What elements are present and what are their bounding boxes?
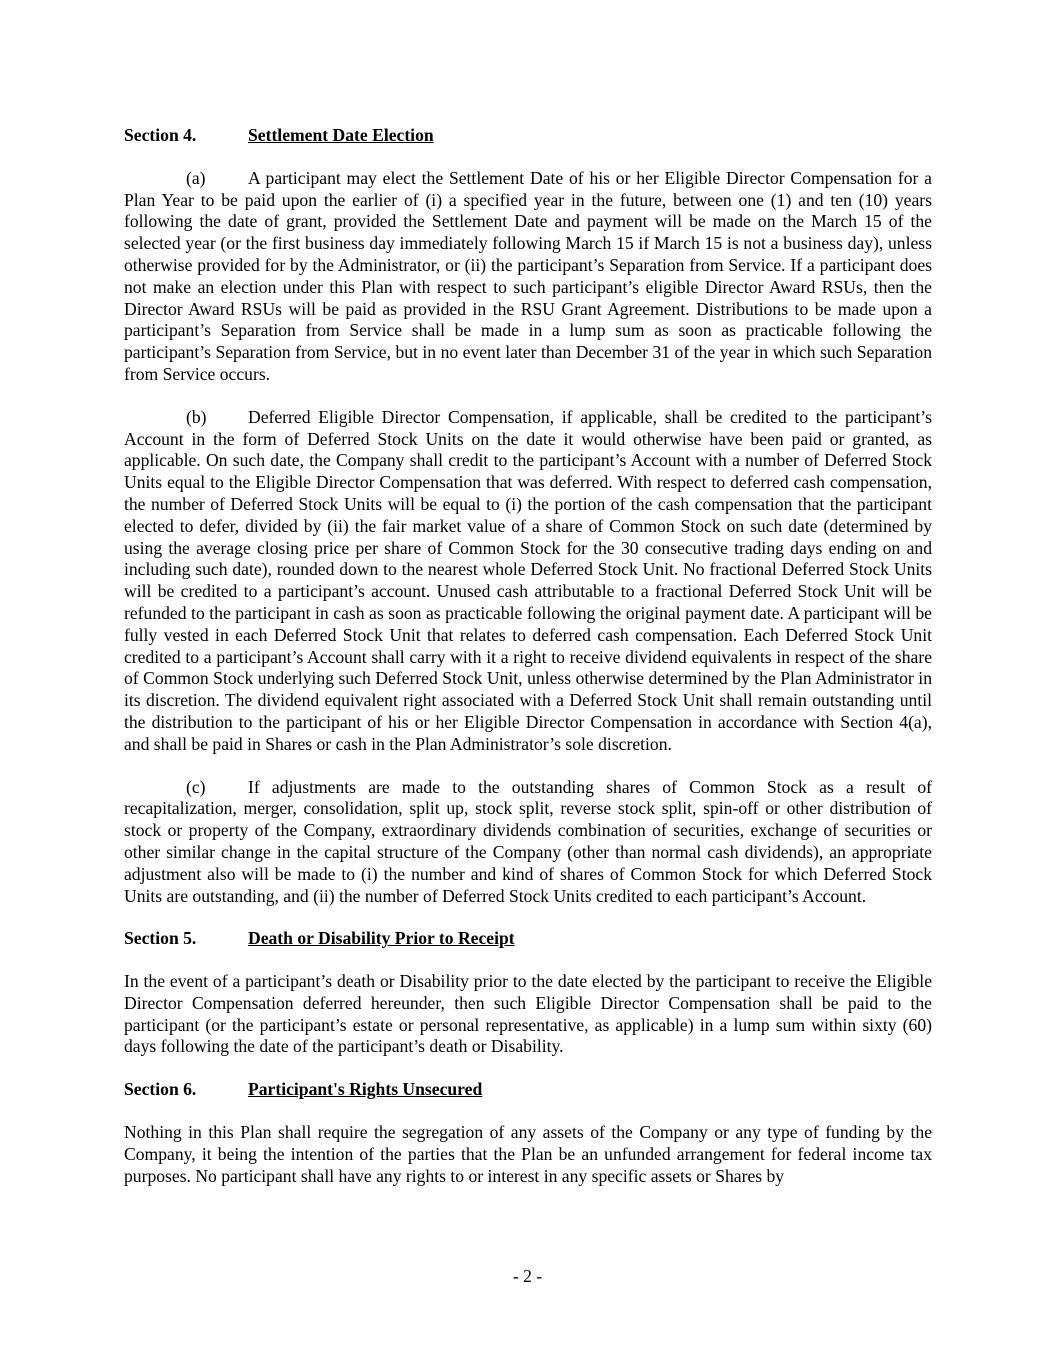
document-page xyxy=(124,125,932,1208)
section-number: Section 6. xyxy=(124,1079,197,1100)
paragraph-text: Deferred Eligible Director Compensation, if applicable, shall be credited to the participant’s Account in the form of Deferred Stock Units on the date it would otherwise have been paid or granted, as applicable. On such date, the Company shall credit to the participant’s Account with a number of Deferred Stock Units equal to the Eligible Director Compensation that was deferred. With respect to deferred cash compensation, the number of Deferred Stock Units will be equal to (i) the portion of the cash compensation that the participant elected to defer, divided by (ii) the fair market value of a share of Common Stock on such date (determined by using the average closing price per share of Common Stock for the 30 consecutive trading days ending on and including such date), rounded down to the nearest whole Deferred Stock Unit. No fractional Deferred Stock Units will be credited to a participant’s account. Unused cash attributable to a fractional Deferred Stock Unit will be refunded to the participant in cash as soon as practicable following the original payment date. A participant will be fully vested in each Deferred Stock Unit that relates to deferred cash compensation. Each Deferred Stock Unit credited to a participant’s Account shall carry with it a right to receive dividend equivalents in respect of the share of Common Stock underlying such Deferred Stock Unit, unless otherwise determined by the Plan Administrator in its discretion. The dividend equivalent right associated with a Deferred Stock Unit shall remain outstanding until the distribution to the participant of his or her Eligible Director Compensation in accordance with Section 4(a), and shall be paid in Shares or cash in the Plan Administrator’s sole discretion. xyxy=(124,406,932,754)
section-6-heading xyxy=(124,1079,932,1101)
section-title: Settlement Date Election xyxy=(248,125,434,145)
section-5-paragraph: In the event of a participant’s death or Disability prior to the date elected by the participant to receive the Eligible Director Compensation deferred hereunder, then such Eligible Director Compensation shall be paid to the participant (or the participant’s estate or personal representative, as applicable) in a lump sum within sixty (60) days following the date of the participant’s death or Disability. xyxy=(124,971,932,1057)
section-4a-paragraph xyxy=(124,168,932,386)
paragraph-label: (a) xyxy=(186,167,206,188)
section-4-heading xyxy=(124,125,932,147)
page-number: - 2 - xyxy=(512,1266,543,1286)
paragraph-label: (b) xyxy=(186,406,207,427)
section-title: Participant's Rights Unsecured xyxy=(248,1079,483,1100)
section-6-paragraph: Nothing in this Plan shall require the segregation of any assets of the Company or any type of funding by the Company, it being the intention of the parties that the Plan be an unfunded arrangement for federal income tax purposes. No participant shall have any rights to or interest in any specific assets or Shares by xyxy=(124,1122,932,1186)
paragraph-text: A participant may elect the Settlement Date of his or her Eligible Director Compensation for a Plan Year to be paid upon the earlier of (i) a specified year in the future, between one (1) and ten (10) years following the date of grant, provided the Settlement Date and payment will be made on the March 15 of the selected year (or the first business day immediately following March 15 if March 15 is not a business day), unless otherwise provided for by the Administrator, or (ii) the participant’s Separation from Service. If a participant does not make an election under this Plan with respect to such participant’s eligible Director Award RSUs, then the Director Award RSUs will be paid as provided in the RSU Grant Agreement. Distributions to be made upon a participant’s Separation from Service shall be made in a lump sum as soon as practicable following the participant’s Separation from Service, but in no event later than December 31 of the year in which such Separation from Service occurs. xyxy=(124,167,932,384)
paragraph-label: (c) xyxy=(186,776,206,797)
section-4b-paragraph xyxy=(124,407,932,756)
section-number: Section 4. xyxy=(124,125,197,145)
paragraph-text: If adjustments are made to the outstanding shares of Common Stock as a result of recapitalization, merger, consolidation, split up, stock split, reverse stock split, spin-off or other distribution of stock or property of the Company, extraordinary dividends combination of securities, exchange of securities or other similar change in the capital structure of the Company (other than normal cash dividends), an appropriate adjustment also will be made to (i) the number and kind of shares of Common Stock for which Deferred Stock Units are outstanding, and (ii) the number of Deferred Stock Units credited to each participant’s Account. xyxy=(124,776,932,906)
section-4c-paragraph xyxy=(124,777,932,908)
section-title: Death or Disability Prior to Receipt xyxy=(248,928,515,949)
section-5-heading xyxy=(124,928,932,950)
section-number: Section 5. xyxy=(124,928,197,949)
